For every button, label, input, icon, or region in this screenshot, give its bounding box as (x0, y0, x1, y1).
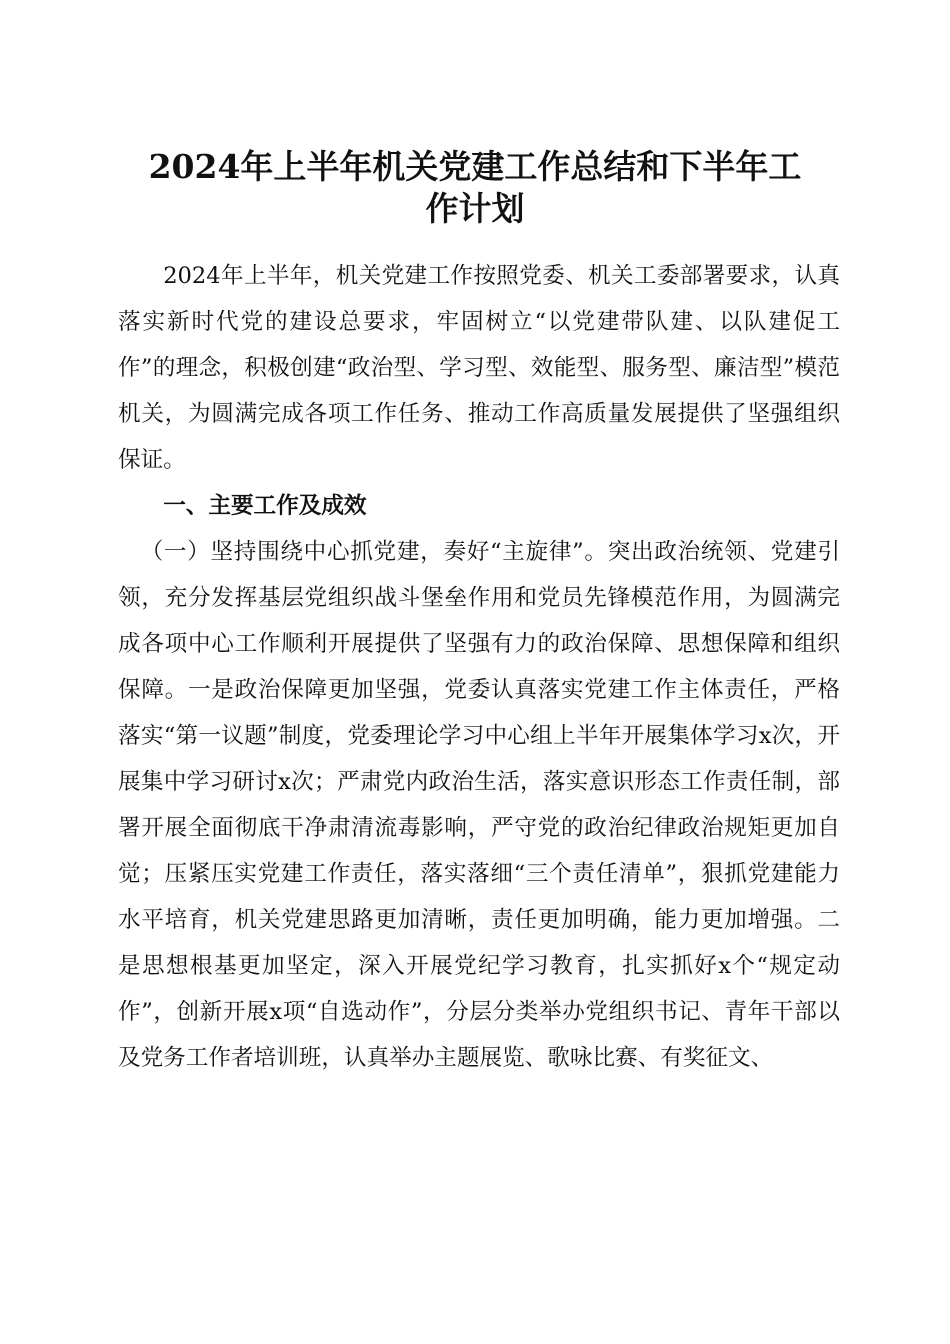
document-body (118, 253, 840, 1081)
section-paragraph: （一）坚持围绕中心抓党建，奏好“主旋律”。突出政治统领、党建引领，充分发挥基层党组织战斗堡垒作用和党员先锋模范作用，为圆满完成各项中心工作顺利开展提供了坚强有力的政治保障、思想保障和组织保障。一是政治保障更加坚强，党委认真落实党建工作主体责任，严格落实“第一议题”制度，党委理论学习中心组上半年开展集体学习x次，开展集中学习研讨x次；严肃党内政治生活，落实意识形态工作责任制，部署开展全面彻底干净肃清流毒影响，严守党的政治纪律政治规矩更加自觉；压紧压实党建工作责任，落实落细“三个责任清单”，狠抓党建能力水平培育，机关党建思路更加清晰，责任更加明确，能力更加增强。二是思想根基更加坚定，深入开展党纪学习教育，扎实抓好x个“规定动作”，创新开展x项“自选动作”，分层分类举办党组织书记、青年干部以及党务工作者培训班，认真举办主题展览、歌咏比赛、有奖征文、 (118, 539, 840, 1071)
title-line-2: 作计划 (425, 189, 525, 228)
intro-paragraph: 2024年上半年，机关党建工作按照党委、机关工委部署要求，认真落实新时代党的建设总要求，牢固树立“以党建带队建、以队建促工作”的理念，积极创建“政治型、学习型、效能型、服务型、廉洁型”模范机关，为圆满完成各项工作任务、推动工作高质量发展提供了坚强组织保证。 (118, 263, 840, 473)
document-title (110, 146, 840, 230)
section-heading: 一、主要工作及成效 (163, 493, 367, 519)
title-line-1: 2024年上半年机关党建工作总结和下半年工 (148, 147, 802, 186)
